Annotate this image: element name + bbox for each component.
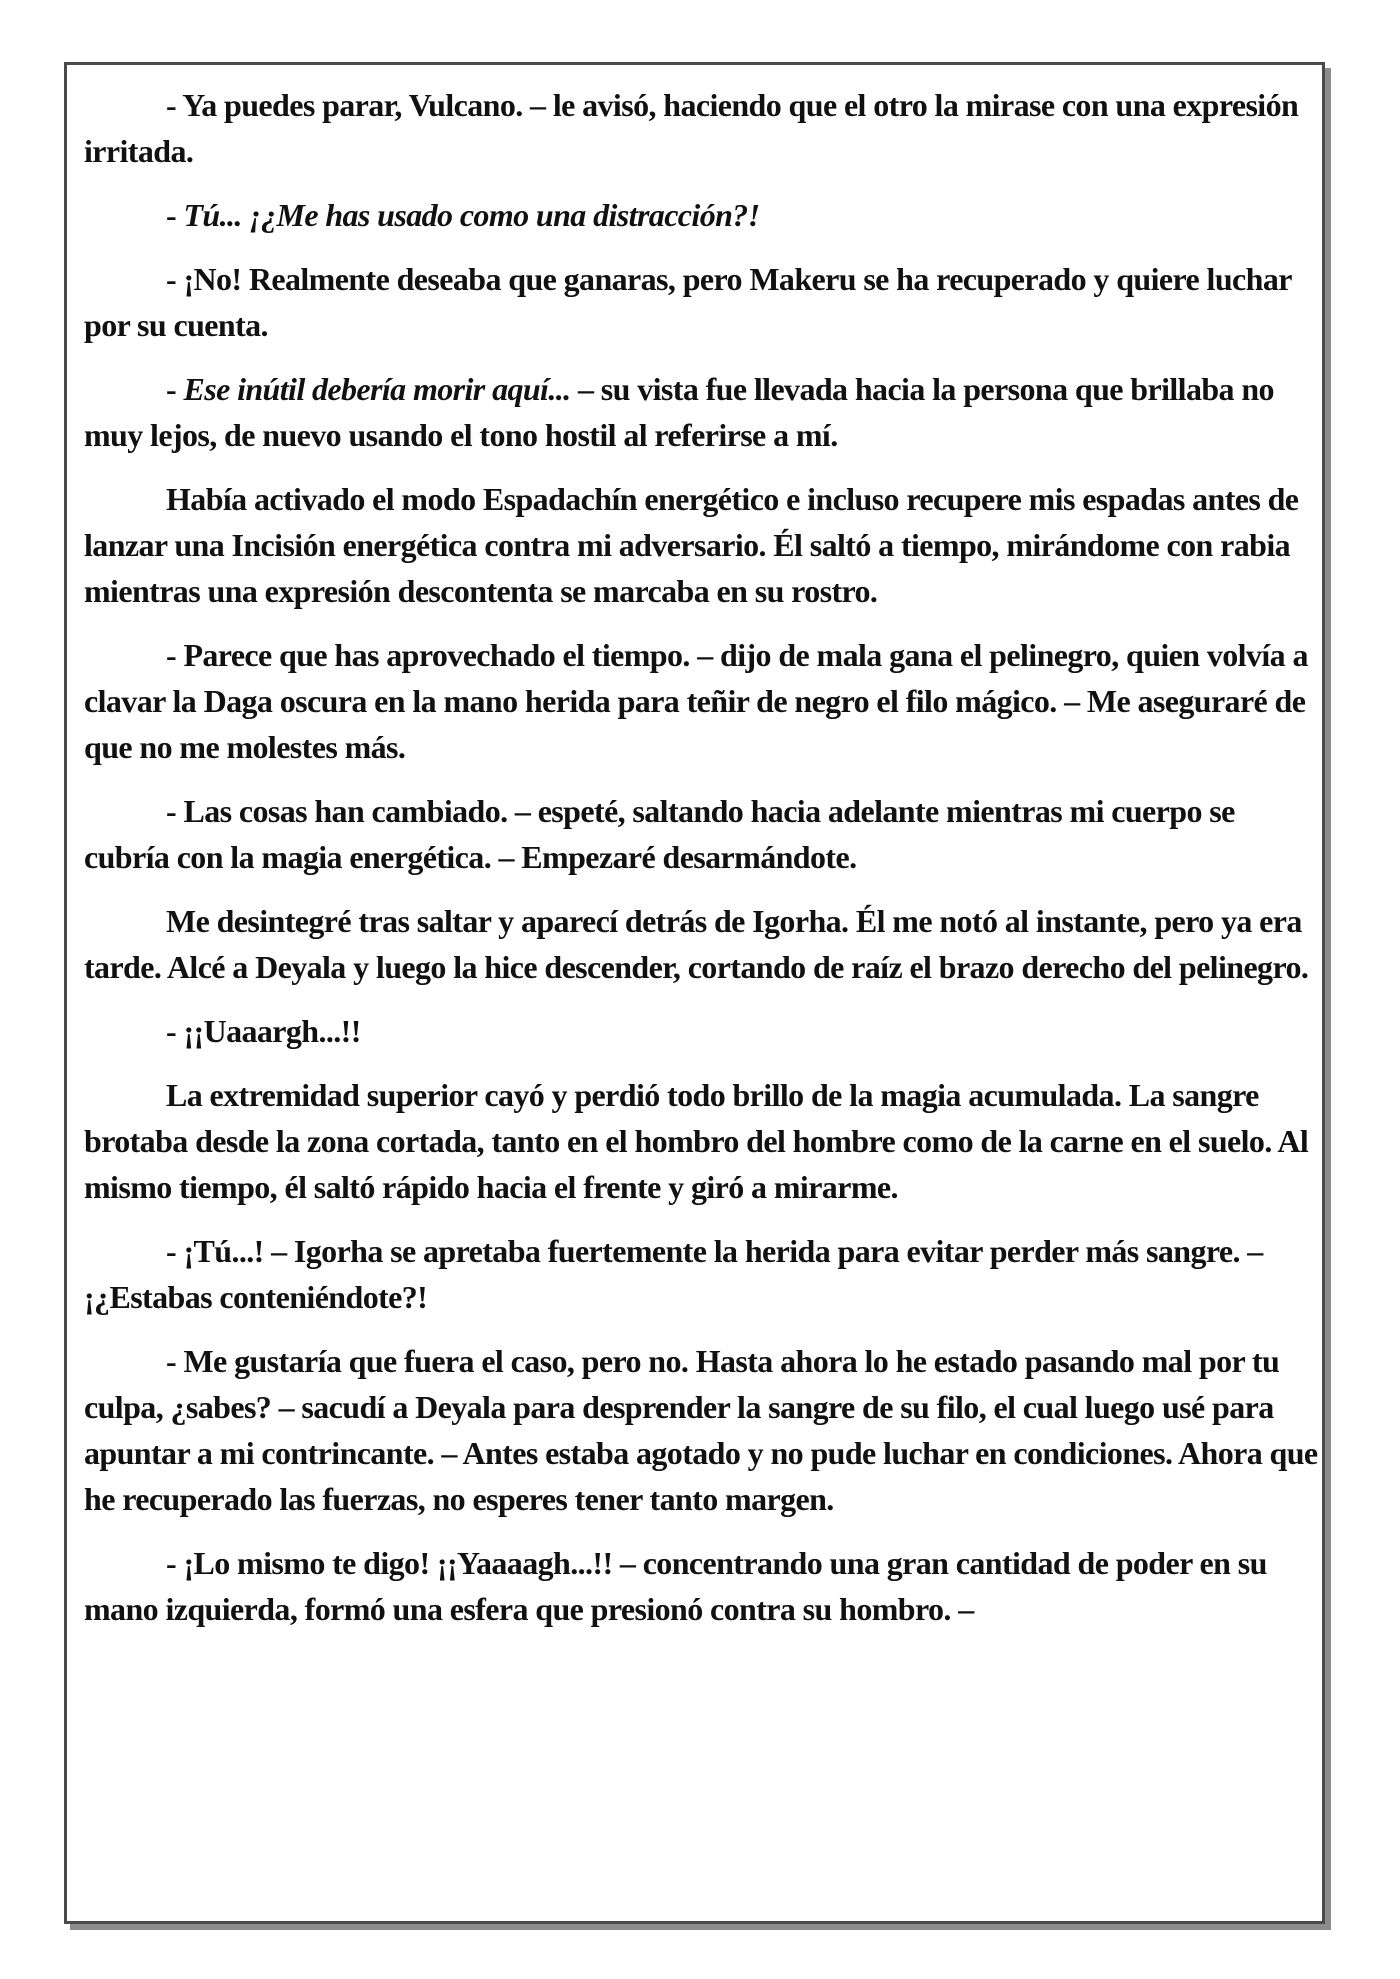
paragraph-10 <box>84 1072 1322 1210</box>
paragraph-text: Había activado el modo Espadachín energético e incluso recupere mis espadas antes de lanzar una Incisión energética contra mi adversario. Él saltó a tiempo, mirándome con rabia mientras una expresión descontenta se marcaba en su rostro. <box>84 481 1299 609</box>
paragraph-4 <box>84 366 1322 458</box>
paragraph-6 <box>84 632 1322 770</box>
paragraph-5 <box>84 476 1322 614</box>
paragraph-text: - Parece que has aprovechado el tiempo. – dijo de mala gana el pelinegro, quien volvía a clavar la Daga oscura en la mano herida para teñir de negro el filo mágico. – Me aseguraré de que no me molestes más. <box>84 637 1308 765</box>
paragraph-11 <box>84 1228 1322 1320</box>
paragraph-italic-text: Ese inútil debería morir aquí... <box>183 371 571 407</box>
paragraph-text: Me desintegré tras saltar y aparecí detrás de Igorha. Él me notó al instante, pero ya era tarde. Alcé a Deyala y luego la hice descender, cortando de raíz el brazo derecho del pelinegro. <box>84 903 1309 985</box>
paragraph-italic-text: Tú... ¡¿Me has usado como una distracción?! <box>183 197 760 233</box>
paragraph-13 <box>84 1540 1322 1632</box>
paragraph-text: - ¡Tú...! – Igorha se apretaba fuertemente la herida para evitar perder más sangre. – ¡¿Estabas conteniéndote?! <box>84 1233 1263 1315</box>
paragraph-9 <box>84 1008 1322 1054</box>
paragraph-text: - ¡No! Realmente deseaba que ganaras, pero Makeru se ha recuperado y quiere luchar por su cuenta. <box>84 261 1292 343</box>
paragraph-8 <box>84 898 1322 990</box>
paragraph-text: - Me gustaría que fuera el caso, pero no. Hasta ahora lo he estado pasando mal por tu culpa, ¿sabes? – sacudí a Deyala para desprender la sangre de su filo, el cual luego usé para apuntar a mi contrincante. – Antes estaba agotado y no pude luchar en condiciones. Ahora que he recuperado las fuerzas, no esperes tener tanto margen. <box>84 1343 1318 1517</box>
paragraph-2 <box>84 192 1322 238</box>
paragraph-7 <box>84 788 1322 880</box>
paragraph-text: - <box>166 371 184 407</box>
paragraph-text: - ¡Lo mismo te digo! ¡¡Yaaaagh...!! – concentrando una gran cantidad de poder en su mano izquierda, formó una esfera que presionó contra su hombro. – <box>84 1545 1267 1627</box>
paragraph-3 <box>84 256 1322 348</box>
paragraph-text: - ¡¡Uaaargh...!! <box>166 1013 361 1049</box>
paragraph-text: - Las cosas han cambiado. – espeté, saltando hacia adelante mientras mi cuerpo se cubría con la magia energética. – Empezaré desarmándote. <box>84 793 1235 875</box>
paragraph-text: - <box>166 197 184 233</box>
document-body <box>84 82 1322 1650</box>
paragraph-12 <box>84 1338 1322 1522</box>
paragraph-text: - Ya puedes parar, Vulcano. – le avisó, haciendo que el otro la mirase con una expresión irritada. <box>84 87 1299 169</box>
paragraph-text: – su vista fue llevada hacia la persona que brillaba no muy lejos, de nuevo usando el tono hostil al referirse a mí. <box>84 371 1274 453</box>
paragraph-1 <box>84 82 1322 174</box>
paragraph-text: La extremidad superior cayó y perdió todo brillo de la magia acumulada. La sangre brotaba desde la zona cortada, tanto en el hombro del hombre como de la carne en el suelo. Al mismo tiempo, él saltó rápido hacia el frente y giró a mirarme. <box>84 1077 1309 1205</box>
